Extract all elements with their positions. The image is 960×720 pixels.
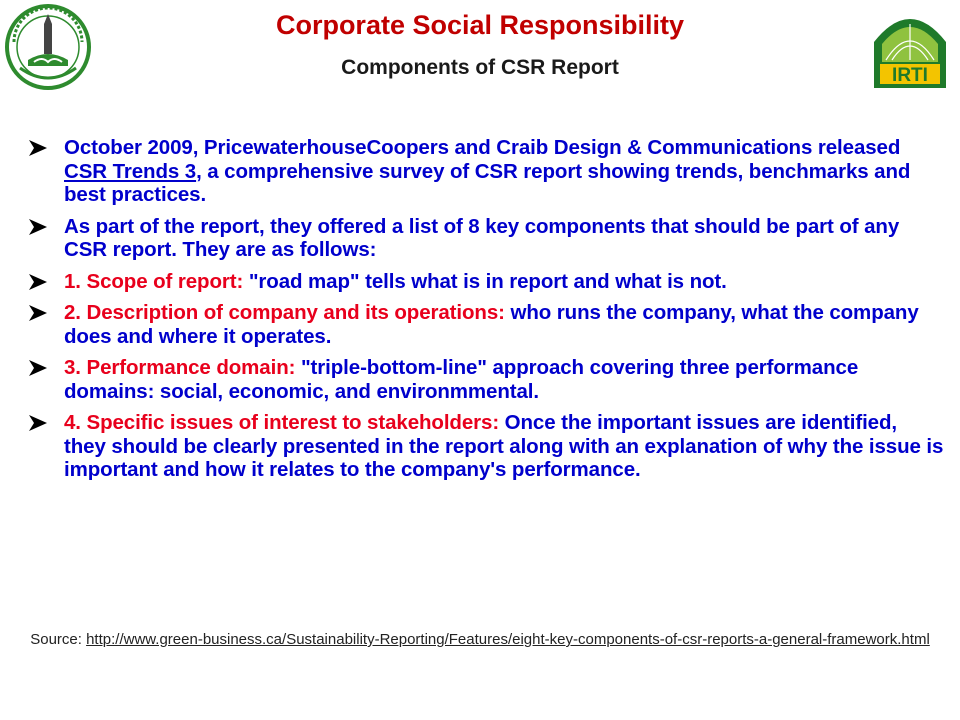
arrow-bullet-icon [28, 304, 48, 322]
arrow-bullet-icon [28, 414, 48, 432]
arrow-bullet-icon [28, 273, 48, 291]
bullet-text: "triple-bottom-line" approach covering three performance domains: social, economic, and environmmental. [64, 356, 859, 403]
list-item [28, 136, 944, 207]
page-title: Corporate Social Responsibility [275, 10, 685, 40]
list-item [28, 301, 944, 348]
source-label: Source: [30, 631, 87, 648]
irti-logo-text: IRTI [892, 65, 928, 86]
source-link[interactable]: http://www.green-business.ca/Sustainability-Reporting/Features/eight-key-components-of-csr-reports-a-general-framework.html [86, 631, 930, 648]
bullet-text: As part of the report, they offered a list of 8 key components that should be part of any CSR report. They are as follows: [64, 214, 900, 261]
arrow-bullet-icon [28, 218, 48, 236]
csr-trends-link[interactable]: CSR Trends 3 [64, 159, 197, 183]
list-item [28, 356, 944, 403]
component-heading: 1. Scope of report: [64, 269, 249, 293]
page-subtitle: Components of CSR Report [341, 56, 619, 79]
bullet-list [28, 136, 944, 490]
bullet-text: "road map" tells what is in report and what is not. [248, 269, 727, 293]
component-heading: 4. Specific issues of interest to stakeholders: [64, 411, 505, 434]
bullet-text: who runs the company, what the company does and where it operates. [64, 301, 919, 348]
component-heading: 3. Performance domain: [64, 356, 301, 379]
component-heading: 2. Description of company and its operations: [64, 301, 511, 324]
source-citation [20, 630, 940, 649]
list-item [28, 270, 944, 294]
bullet-text: , a comprehensive survey of CSR report showing trends, benchmarks and best practices. [64, 159, 911, 206]
bullet-text: October 2009, PricewaterhouseCoopers and Craib Design & Communications released [64, 136, 901, 159]
bullet-text: Once the important issues are identified, they should be clearly presented in the report along with an explanation of why the issue is important and how it relates to the company's performance. [64, 411, 944, 481]
arrow-bullet-icon [28, 139, 48, 157]
arrow-bullet-icon [28, 359, 48, 377]
list-item [28, 411, 944, 482]
list-item [28, 215, 944, 262]
